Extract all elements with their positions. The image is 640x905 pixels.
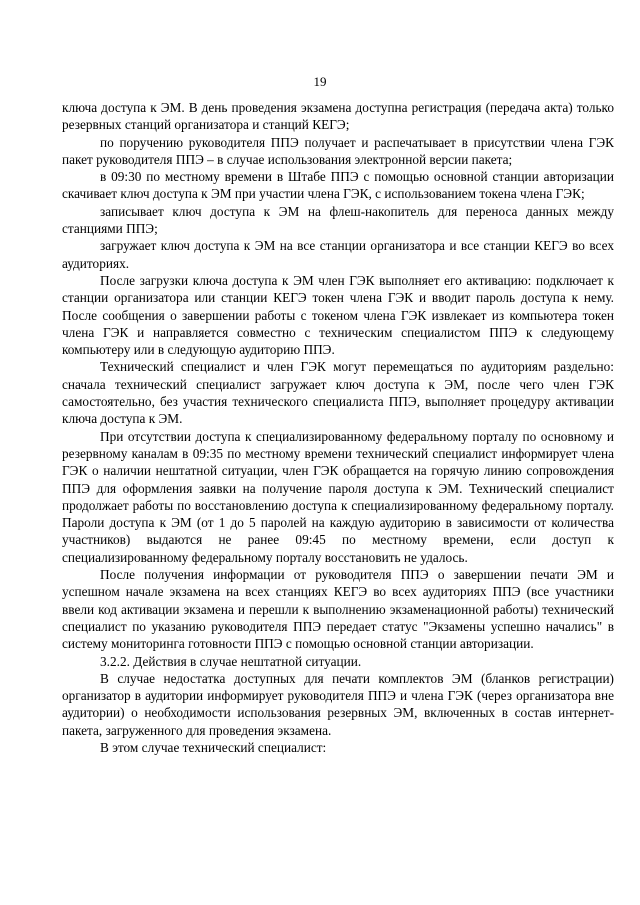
paragraph-no-portal-access: При отсутствии доступа к специализированному федеральному порталу по основному и резервному каналам в 09:35 по местному времени технический специалист информирует члена ГЭК о наличии нештатной ситуации, член ГЭК обращается на горячую линию сопровождения ППЭ для оформления заявки на получение пароля доступа к ЭМ. Технический специалист продолжает работы по восстановлению доступа к специализированному федеральному порталу. Пароли доступа к ЭМ (от 1 до 5 паролей на каждую аудиторию в зависимости от количества участников) выдаются не ранее 09:45 по местному времени, если доступ к специализированному федеральному порталу восстановить не удалось. (62, 428, 614, 565)
paragraph-shortage: В случае недостатка доступных для печати комплектов ЭМ (бланков регистрации) организатор в аудитории информирует руководителя ППЭ и члена ГЭК (через организатора вне аудитории) о необходимости использования резервных ЭМ, включенных в состав интернет-пакета, загруженного для проведения экзамена. (62, 670, 614, 738)
page-number: 19 (313, 74, 327, 89)
paragraph-exam-started: После получения информации от руководителя ППЭ о завершении печати ЭМ и успешном начале экзамена на всех станциях КЕГЭ во всех аудиториях ППЭ (все участники ввели код активации экзамена и перешли к выполнению экзаменационной работы) технический специалист по указанию руководителя ППЭ передает статус "Экзамены успешно начались" в систему мониторинга готовности ППЭ с помощью основной станции авторизации. (62, 567, 614, 652)
section-heading: 3.2.2. Действия в случае нештатной ситуации. (100, 653, 362, 669)
paragraph-tech-specialist: В этом случае технический специалист: (100, 739, 327, 755)
list-item-print-package: по поручению руководителя ППЭ получает и распечатывает в присутствии члена ГЭК пакет руководителя ППЭ – в случае использования электронной версии пакета; (62, 134, 614, 167)
list-item-load-key: загружает ключ доступа к ЭМ на все станции организатора и все станции КЕГЭ во всех аудиториях. (62, 238, 614, 271)
document-body (62, 99, 614, 756)
list-item-write-key: записывает ключ доступа к ЭМ на флеш-накопитель для переноса данных между станциями ППЭ; (62, 203, 614, 237)
paragraph-activation: После загрузки ключа доступа к ЭМ член ГЭК выполняет его активацию: подключает к станции организатора или станции КЕГЭ токен члена ГЭК и вводит пароль доступа к нему. После сообщения о завершении работы с токеном члена ГЭК извлекает из компьютера токен члена ГЭК и направляется совместно с техническим специалистом ППЭ к следующему компьютеру или в следующую аудиторию ППЭ. (62, 272, 614, 358)
list-item-download-key: в 09:30 по местному времени в Штабе ППЭ с помощью основной станции авторизации скачивает ключ доступа к ЭМ при участии члена ГЭК, с использованием токена члена ГЭК; (62, 169, 614, 202)
paragraph-continuation: ключа доступа к ЭМ. В день проведения экзамена доступна регистрация (передача акта) только резервных станций организатора и станций КЕГЭ; (62, 100, 614, 133)
paragraph-separate-movement: Технический специалист и член ГЭК могут перемещаться по аудиториям раздельно: сначала технический специалист загружает ключ доступа к ЭМ, после чего член ГЭК самостоятельно, без участия технического специалиста ППЭ, выполняет процедуру активации ключа доступа к ЭМ. (62, 359, 614, 427)
